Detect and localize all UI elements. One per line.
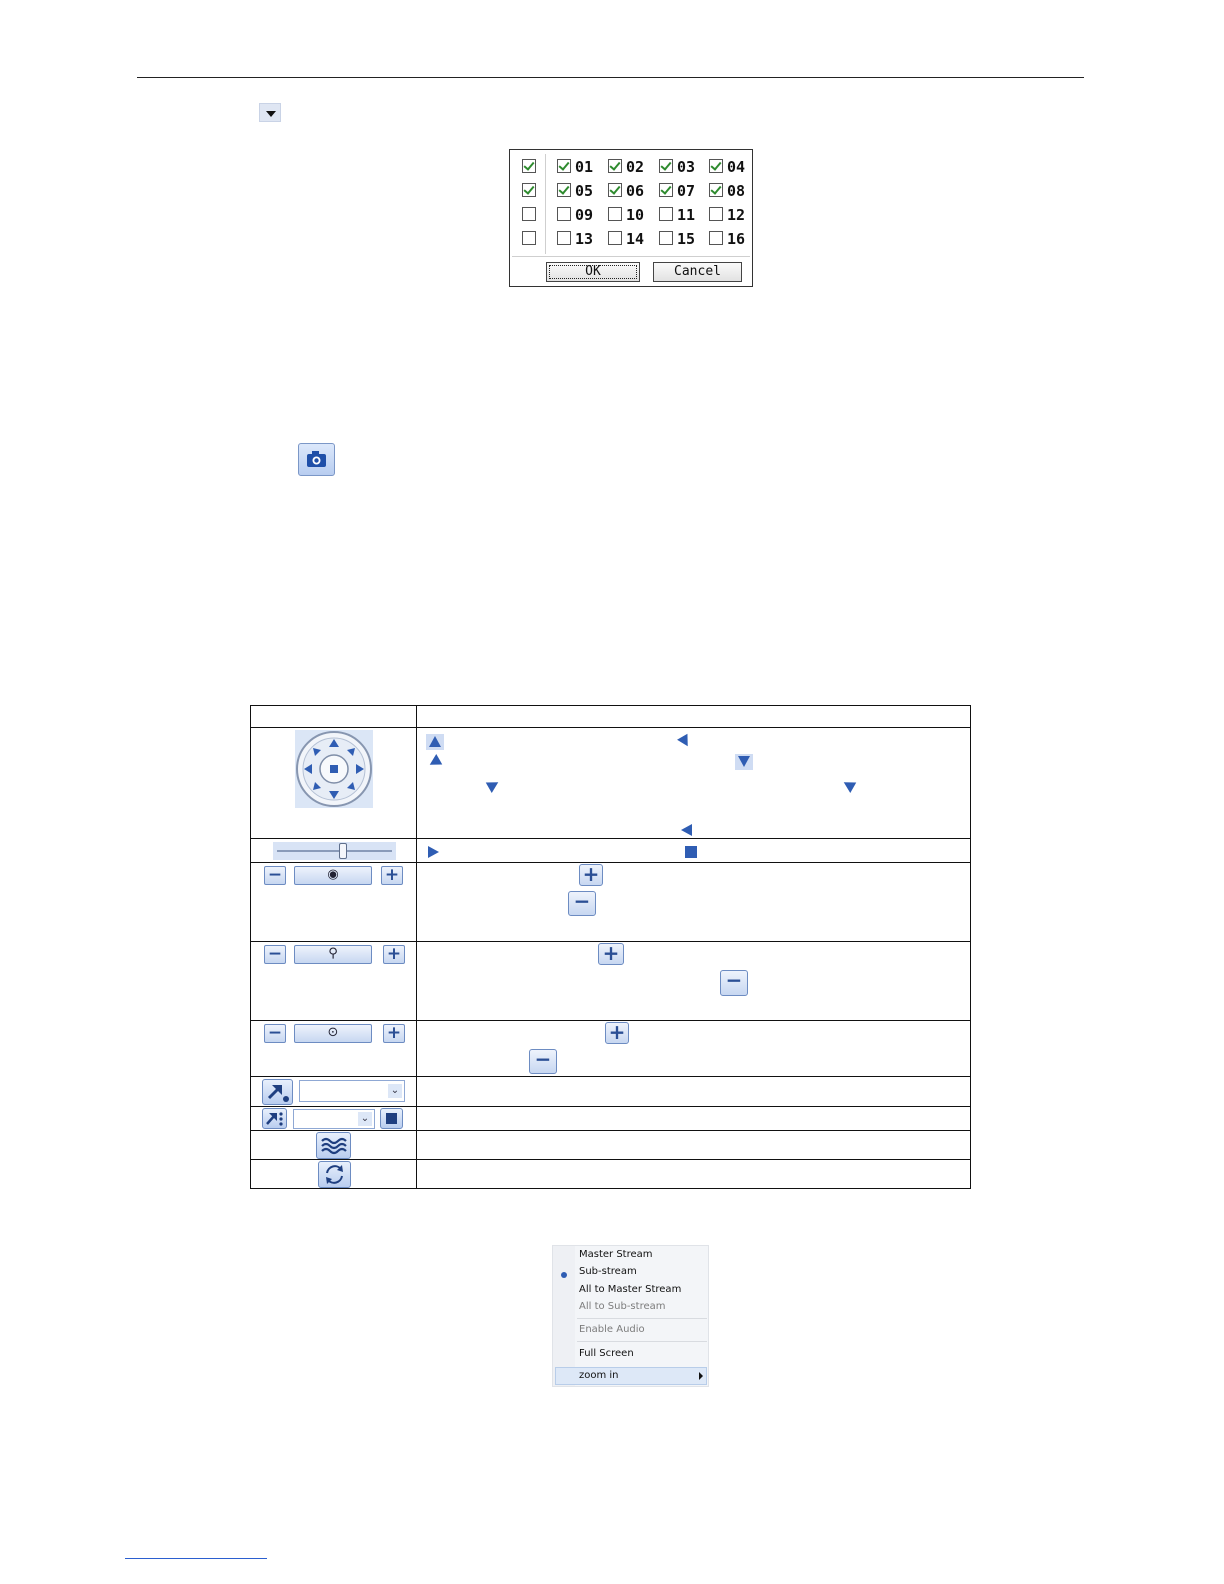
- channel-label: 02: [626, 158, 645, 176]
- table-row: [251, 1160, 971, 1189]
- chevron-down-icon: ⌄: [358, 1112, 372, 1126]
- refresh-icon: [319, 1162, 350, 1187]
- cruise-button[interactable]: [262, 1108, 287, 1129]
- focus-minus-button[interactable]: −: [264, 945, 286, 964]
- stop-icon: [386, 1113, 397, 1124]
- cruise-select[interactable]: [293, 1109, 375, 1129]
- arrow-up-icon: [429, 736, 441, 747]
- channel-checkbox-11[interactable]: [659, 207, 673, 221]
- menu-separator: [577, 1318, 707, 1319]
- cancel-button[interactable]: Cancel: [653, 262, 742, 282]
- table-row: [251, 1107, 971, 1131]
- table-cell: [417, 1107, 971, 1131]
- menu-item-master-stream[interactable]: Master Stream: [579, 1249, 653, 1260]
- row-select-checkbox[interactable]: [522, 231, 536, 245]
- slider-thumb[interactable]: [339, 843, 347, 859]
- header-rule: [137, 77, 1084, 78]
- slider-track: [277, 850, 392, 852]
- down-button[interactable]: [735, 754, 753, 770]
- arrow-up-left-icon[interactable]: [427, 754, 443, 770]
- channel-label: 04: [727, 158, 746, 176]
- wiper-button[interactable]: [316, 1132, 351, 1159]
- channel-checkbox-15[interactable]: [659, 231, 673, 245]
- zoom-plus-button[interactable]: +: [381, 866, 403, 885]
- table-cell: [251, 728, 417, 839]
- table-cell: [251, 1160, 417, 1189]
- arrow-down-icon: [738, 756, 750, 767]
- arrow-up-right-icon[interactable]: [486, 777, 502, 793]
- channel-checkbox-09[interactable]: [557, 207, 571, 221]
- table-cell: [251, 1021, 417, 1077]
- table-row: [251, 1131, 971, 1160]
- channel-label: 05: [575, 182, 594, 200]
- submenu-arrow-icon: [699, 1372, 703, 1380]
- channel-label: 12: [727, 206, 746, 224]
- divider: [512, 256, 750, 257]
- iris-icon: ⊙: [327, 1025, 339, 1040]
- ptz-control-table: [250, 705, 971, 1189]
- channel-label: 13: [575, 230, 594, 248]
- direction-pad-icon: [295, 730, 373, 808]
- table-header-cell: [251, 706, 417, 728]
- snapshot-button[interactable]: [298, 443, 335, 476]
- table-cell: [251, 942, 417, 1021]
- row-select-checkbox[interactable]: [522, 159, 536, 173]
- arrow-down-right-icon[interactable]: [677, 734, 693, 750]
- chevron-down-icon: ⌄: [388, 1084, 402, 1098]
- menu-item-sub-stream[interactable]: Sub-stream: [579, 1266, 637, 1277]
- zoom-icon: ◉: [327, 867, 339, 882]
- channel-label: 08: [727, 182, 746, 200]
- iris-plus-icon: +: [605, 1022, 629, 1044]
- channel-label: 09: [575, 206, 594, 224]
- table-cell: [417, 1160, 971, 1189]
- channel-checkbox-13[interactable]: [557, 231, 571, 245]
- up-button[interactable]: [426, 734, 444, 750]
- menu-separator: [577, 1341, 707, 1342]
- table-cell: [417, 728, 971, 839]
- channel-checkbox-01[interactable]: [557, 159, 571, 173]
- channel-label: 01: [575, 158, 594, 176]
- cruise-stop-button[interactable]: [380, 1108, 403, 1129]
- zoom-minus-button[interactable]: −: [264, 866, 286, 885]
- channel-checkbox-04[interactable]: [709, 159, 723, 173]
- channel-checkbox-14[interactable]: [608, 231, 622, 245]
- table-cell: [417, 839, 971, 863]
- dropdown-button[interactable]: [259, 103, 281, 122]
- context-menu: [552, 1245, 709, 1387]
- channel-checkbox-05[interactable]: [557, 183, 571, 197]
- ptz-direction-pad[interactable]: [295, 730, 373, 808]
- channel-checkbox-06[interactable]: [608, 183, 622, 197]
- channel-label: 07: [677, 182, 696, 200]
- channel-label: 14: [626, 230, 645, 248]
- table-header-cell: [417, 706, 971, 728]
- channel-label: 10: [626, 206, 645, 224]
- channel-checkbox-03[interactable]: [659, 159, 673, 173]
- focus-icon: ⚲: [328, 946, 338, 961]
- channel-checkbox-10[interactable]: [608, 207, 622, 221]
- arrow-left-icon[interactable]: [681, 824, 692, 836]
- menu-gutter: [553, 1246, 575, 1386]
- speed-slider[interactable]: [273, 842, 396, 860]
- refresh-button[interactable]: [318, 1161, 351, 1188]
- iris-plus-button[interactable]: +: [383, 1024, 405, 1043]
- channel-checkbox-12[interactable]: [709, 207, 723, 221]
- table-cell: [251, 1131, 417, 1160]
- menu-item-zoom-in[interactable]: zoom in: [579, 1370, 619, 1381]
- menu-item-highlight: [555, 1367, 707, 1385]
- menu-item-all-to-master-stream[interactable]: All to Master Stream: [579, 1284, 682, 1295]
- table-row: [251, 942, 971, 1021]
- channel-checkbox-07[interactable]: [659, 183, 673, 197]
- table-cell: [417, 1131, 971, 1160]
- channel-label: 11: [677, 206, 696, 224]
- channel-select-dialog: [509, 149, 753, 287]
- row-select-checkbox[interactable]: [522, 183, 536, 197]
- table-row: [251, 1077, 971, 1107]
- footer-link-underline[interactable]: [125, 1558, 267, 1559]
- table-row: [251, 728, 971, 839]
- focus-plus-icon: +: [598, 943, 624, 965]
- table-cell: [417, 1077, 971, 1107]
- table-cell: [417, 863, 971, 942]
- focus-minus-icon: −: [720, 970, 748, 996]
- iris-bar: [294, 1024, 372, 1043]
- table-cell: [251, 1107, 417, 1131]
- menu-item-enable-audio: Enable Audio: [579, 1324, 645, 1335]
- wiper-icon: [317, 1133, 350, 1158]
- table-cell: [417, 1021, 971, 1077]
- iris-minus-icon: −: [529, 1049, 557, 1074]
- divider: [545, 154, 546, 254]
- camera-icon: [299, 444, 334, 475]
- preset-call-button[interactable]: [262, 1079, 293, 1105]
- channel-label: 16: [727, 230, 746, 248]
- menu-item-full-screen[interactable]: Full Screen: [579, 1348, 634, 1359]
- channel-label: 15: [677, 230, 696, 248]
- channel-label: 06: [626, 182, 645, 200]
- table-cell: [251, 1077, 417, 1107]
- preset-arrow-icon: [263, 1080, 292, 1104]
- zoom-plus-icon: +: [579, 864, 603, 886]
- ok-button[interactable]: OK: [546, 262, 640, 282]
- table-row: [251, 839, 971, 863]
- menu-item-all-to-sub-stream: All to Sub-stream: [579, 1301, 666, 1312]
- table-cell: [251, 863, 417, 942]
- zoom-minus-icon: −: [568, 891, 596, 916]
- table-cell: [251, 839, 417, 863]
- table-cell: [417, 942, 971, 1021]
- zoom-bar: [294, 866, 372, 885]
- cruise-icon: [263, 1109, 286, 1128]
- focus-bar: [294, 945, 372, 964]
- arrow-down-left-icon[interactable]: [841, 777, 857, 793]
- preset-select[interactable]: [299, 1080, 405, 1102]
- channel-checkbox-02[interactable]: [608, 159, 622, 173]
- table-row: [251, 1021, 971, 1077]
- table-row: [251, 863, 971, 942]
- row-select-checkbox[interactable]: [522, 207, 536, 221]
- radio-selected-icon: [561, 1272, 567, 1278]
- focus-plus-button[interactable]: +: [383, 945, 405, 964]
- table-header-row: [251, 706, 971, 728]
- iris-minus-button[interactable]: −: [264, 1024, 286, 1043]
- chevron-down-icon: [266, 111, 276, 117]
- channel-checkbox-08[interactable]: [709, 183, 723, 197]
- channel-label: 03: [677, 158, 696, 176]
- channel-checkbox-16[interactable]: [709, 231, 723, 245]
